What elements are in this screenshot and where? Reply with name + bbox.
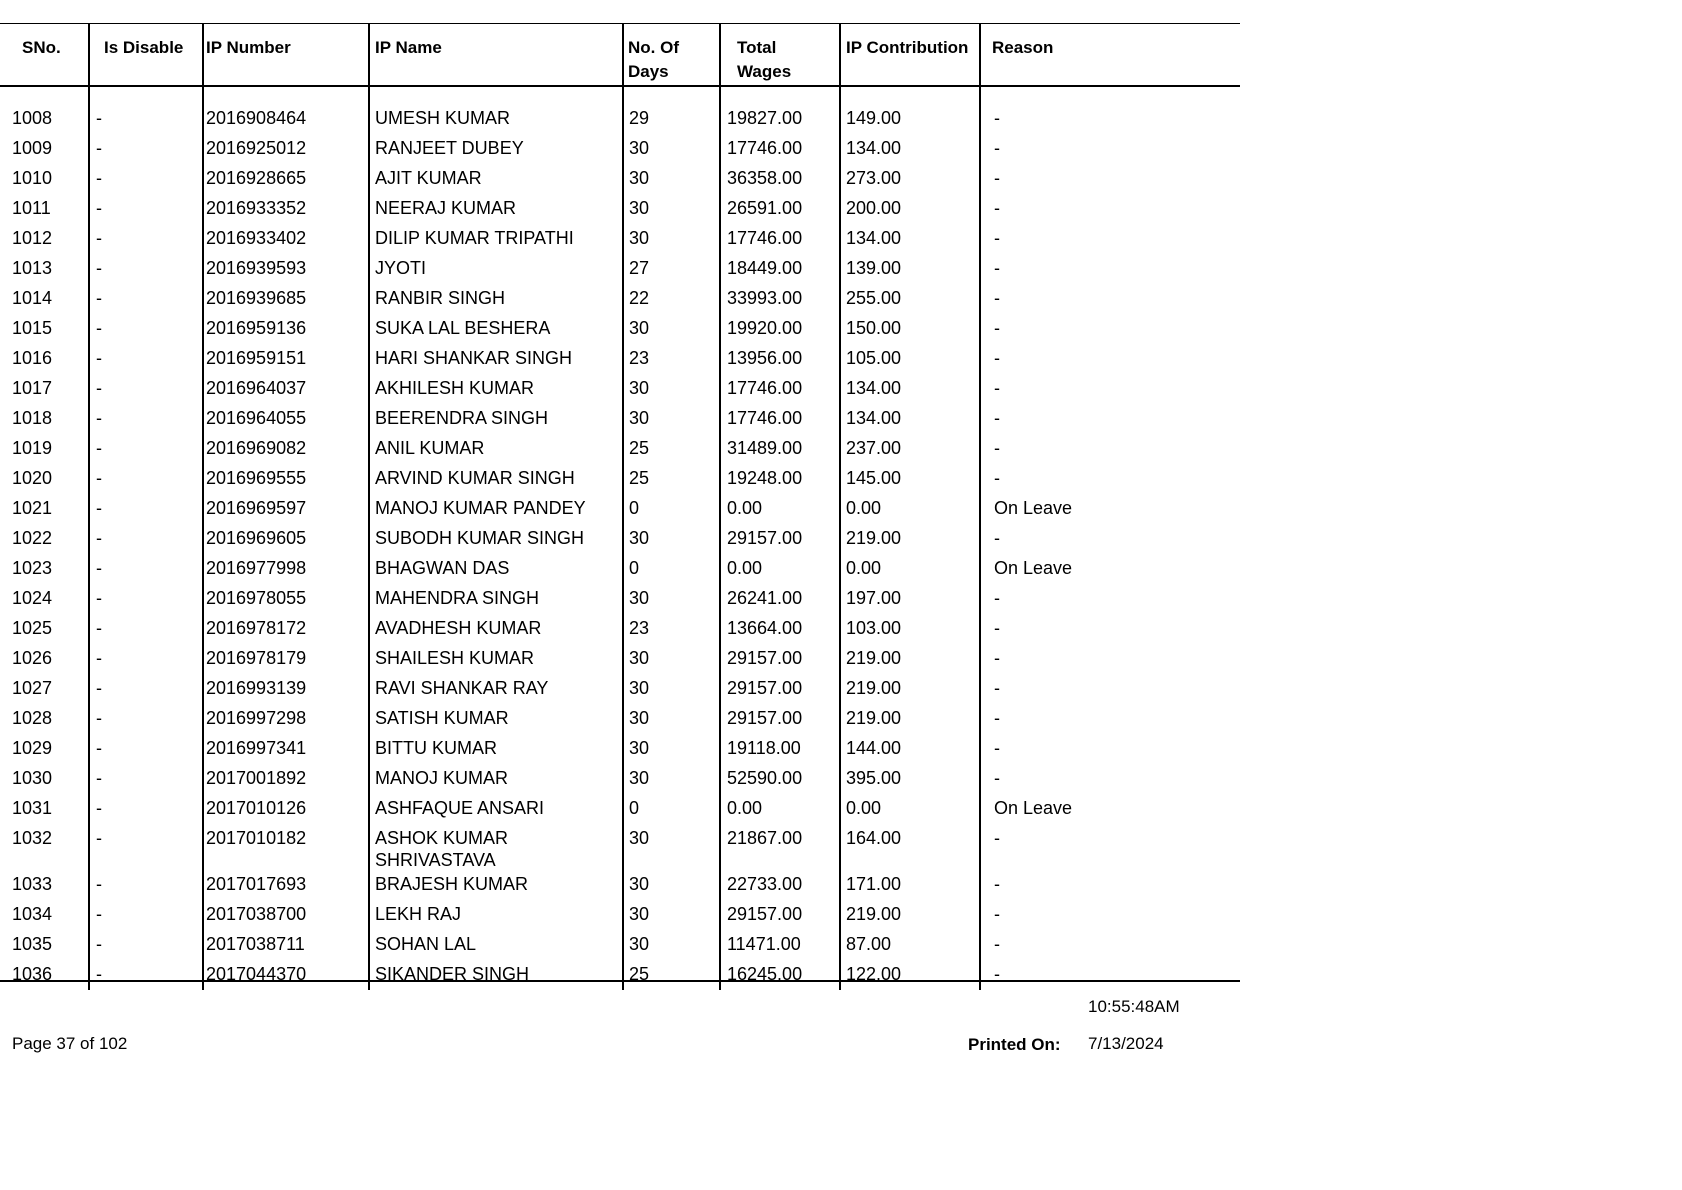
cell-ip-number: 2016997341 xyxy=(206,738,307,758)
cell-sno: 1024 xyxy=(12,588,53,608)
cell-ip-contribution: 237.00 xyxy=(846,438,902,458)
cell-no-of-days: 30 xyxy=(629,228,650,248)
cell-sno: 1015 xyxy=(12,318,53,338)
cell-reason: On Leave xyxy=(994,498,1073,518)
cell-ip-name: SOHAN LAL xyxy=(375,934,477,954)
cell-is-disable: - xyxy=(96,738,102,758)
cell-ip-contribution: 197.00 xyxy=(846,588,902,608)
cell-ip-name: BITTU KUMAR xyxy=(375,738,498,758)
cell-ip-name: AKHILESH KUMAR xyxy=(375,378,535,398)
cell-ip-number: 2016933352 xyxy=(206,198,307,218)
cell-ip-number: 2016969605 xyxy=(206,528,307,548)
cell-ip-name: MANOJ KUMAR PANDEY xyxy=(375,498,586,518)
cell-reason: - xyxy=(994,258,1000,278)
cell-total-wages: 29157.00 xyxy=(727,904,803,924)
cell-ip-number: 2017001892 xyxy=(206,768,307,788)
cell-ip-number: 2016959136 xyxy=(206,318,307,338)
header-total-wages: Total Wages xyxy=(737,38,792,81)
cell-sno: 1017 xyxy=(12,378,53,398)
cell-is-disable: - xyxy=(96,964,102,984)
cell-total-wages: 18449.00 xyxy=(727,258,803,278)
printed-time: 10:55:48AM xyxy=(1088,997,1180,1016)
cell-total-wages: 16245.00 xyxy=(727,964,803,984)
cell-ip-contribution: 200.00 xyxy=(846,198,902,218)
cell-ip-number: 2016977998 xyxy=(206,558,307,578)
cell-is-disable: - xyxy=(96,558,102,578)
cell-total-wages: 11471.00 xyxy=(727,934,801,954)
cell-no-of-days: 30 xyxy=(629,588,650,608)
cell-total-wages: 52590.00 xyxy=(727,768,803,788)
cell-ip-number: 2016964037 xyxy=(206,378,307,398)
cell-is-disable: - xyxy=(96,874,102,894)
header-ip-number: IP Number xyxy=(206,38,291,57)
column-divider xyxy=(719,24,721,990)
cell-ip-contribution: 134.00 xyxy=(846,408,902,428)
cell-ip-name: NEERAJ KUMAR xyxy=(375,198,517,218)
cell-no-of-days: 25 xyxy=(629,964,650,984)
cell-ip-name: SIKANDER SINGH xyxy=(375,964,530,984)
cell-ip-contribution: 219.00 xyxy=(846,678,902,698)
cell-sno: 1032 xyxy=(12,828,53,848)
cell-total-wages: 0.00 xyxy=(727,558,763,578)
cell-ip-contribution: 0.00 xyxy=(846,798,882,818)
cell-sno: 1012 xyxy=(12,228,53,248)
cell-ip-contribution: 87.00 xyxy=(846,934,892,954)
cell-reason: - xyxy=(994,874,1000,894)
cell-ip-number: 2016978179 xyxy=(206,648,307,668)
cell-reason: - xyxy=(994,108,1000,128)
cell-sno: 1025 xyxy=(12,618,53,638)
cell-ip-contribution: 219.00 xyxy=(846,648,902,668)
cell-total-wages: 33993.00 xyxy=(727,288,803,308)
cell-no-of-days: 30 xyxy=(629,738,650,758)
cell-ip-number: 2016939685 xyxy=(206,288,307,308)
cell-no-of-days: 29 xyxy=(629,108,650,128)
cell-no-of-days: 0 xyxy=(629,498,640,518)
cell-total-wages: 31489.00 xyxy=(727,438,803,458)
cell-reason: - xyxy=(994,738,1000,758)
cell-is-disable: - xyxy=(96,438,102,458)
cell-sno: 1019 xyxy=(12,438,53,458)
cell-ip-name: RANBIR SINGH xyxy=(375,288,506,308)
cell-total-wages: 19920.00 xyxy=(727,318,803,338)
cell-sno: 1020 xyxy=(12,468,53,488)
cell-ip-number: 2016969597 xyxy=(206,498,307,518)
table-bottom-border xyxy=(0,980,1240,982)
cell-total-wages: 19118.00 xyxy=(727,738,801,758)
cell-ip-name: JYOTI xyxy=(375,258,427,278)
cell-ip-contribution: 219.00 xyxy=(846,708,902,728)
cell-ip-contribution: 0.00 xyxy=(846,558,882,578)
cell-sno: 1036 xyxy=(12,964,53,984)
cell-total-wages: 26241.00 xyxy=(727,588,803,608)
cell-sno: 1035 xyxy=(12,934,53,954)
cell-ip-contribution: 105.00 xyxy=(846,348,902,368)
column-divider xyxy=(368,24,370,990)
cell-ip-name: LEKH RAJ xyxy=(375,904,462,924)
cell-sno: 1027 xyxy=(12,678,53,698)
cell-no-of-days: 0 xyxy=(629,558,640,578)
cell-ip-name: BEERENDRA SINGH xyxy=(375,408,549,428)
cell-is-disable: - xyxy=(96,318,102,338)
cell-no-of-days: 30 xyxy=(629,198,650,218)
cell-no-of-days: 30 xyxy=(629,678,650,698)
cell-sno: 1026 xyxy=(12,648,53,668)
cell-sno: 1030 xyxy=(12,768,53,788)
cell-reason: On Leave xyxy=(994,798,1073,818)
cell-total-wages: 29157.00 xyxy=(727,708,803,728)
cell-sno: 1028 xyxy=(12,708,53,728)
cell-reason: - xyxy=(994,438,1000,458)
cell-ip-name: MANOJ KUMAR xyxy=(375,768,509,788)
cell-sno: 1011 xyxy=(12,198,51,218)
cell-ip-name: ANIL KUMAR xyxy=(375,438,485,458)
cell-is-disable: - xyxy=(96,618,102,638)
header-bottom-border xyxy=(0,85,1240,87)
cell-ip-name: SUBODH KUMAR SINGH xyxy=(375,528,585,548)
table-top-border xyxy=(0,23,1240,24)
cell-reason: - xyxy=(994,198,1000,218)
cell-is-disable: - xyxy=(96,348,102,368)
cell-ip-contribution: 139.00 xyxy=(846,258,902,278)
cell-reason: - xyxy=(994,934,1000,954)
cell-ip-number: 2017038700 xyxy=(206,904,307,924)
cell-ip-name: ASHOK KUMAR SHRIVASTAVA xyxy=(375,828,509,870)
cell-sno: 1034 xyxy=(12,904,53,924)
header-sno: SNo. xyxy=(22,38,61,57)
cell-reason: - xyxy=(994,678,1000,698)
cell-is-disable: - xyxy=(96,828,102,848)
cell-reason: - xyxy=(994,348,1000,368)
cell-ip-name: UMESH KUMAR xyxy=(375,108,511,128)
cell-ip-contribution: 219.00 xyxy=(846,528,902,548)
cell-ip-number: 2016978055 xyxy=(206,588,307,608)
cell-reason: - xyxy=(994,138,1000,158)
cell-sno: 1018 xyxy=(12,408,53,428)
cell-ip-contribution: 134.00 xyxy=(846,228,902,248)
cell-no-of-days: 0 xyxy=(629,798,640,818)
cell-ip-number: 2016939593 xyxy=(206,258,307,278)
cell-ip-number: 2017038711 xyxy=(206,934,305,954)
cell-is-disable: - xyxy=(96,904,102,924)
cell-total-wages: 0.00 xyxy=(727,798,763,818)
cell-ip-contribution: 134.00 xyxy=(846,378,902,398)
cell-reason: - xyxy=(994,588,1000,608)
cell-sno: 1029 xyxy=(12,738,53,758)
column-divider xyxy=(979,24,981,990)
cell-reason: - xyxy=(994,288,1000,308)
cell-reason: - xyxy=(994,708,1000,728)
cell-ip-contribution: 171.00 xyxy=(846,874,902,894)
cell-no-of-days: 27 xyxy=(629,258,650,278)
printed-on-label: Printed On: xyxy=(968,1035,1061,1054)
cell-reason: - xyxy=(994,468,1000,488)
cell-ip-number: 2016997298 xyxy=(206,708,307,728)
cell-ip-name: MAHENDRA SINGH xyxy=(375,588,540,608)
cell-no-of-days: 25 xyxy=(629,438,650,458)
header-ip-name: IP Name xyxy=(375,38,442,57)
cell-ip-contribution: 144.00 xyxy=(846,738,902,758)
cell-ip-name: AJIT KUMAR xyxy=(375,168,482,188)
cell-ip-name: HARI SHANKAR SINGH xyxy=(375,348,573,368)
cell-ip-number: 2016964055 xyxy=(206,408,307,428)
cell-is-disable: - xyxy=(96,934,102,954)
cell-is-disable: - xyxy=(96,708,102,728)
cell-ip-number: 2016959151 xyxy=(206,348,307,368)
cell-ip-name: BRAJESH KUMAR xyxy=(375,874,529,894)
column-divider xyxy=(622,24,624,990)
cell-ip-number: 2016908464 xyxy=(206,108,307,128)
cell-ip-name: BHAGWAN DAS xyxy=(375,558,510,578)
cell-reason: - xyxy=(994,964,1000,984)
cell-no-of-days: 30 xyxy=(629,408,650,428)
cell-no-of-days: 30 xyxy=(629,708,650,728)
cell-total-wages: 36358.00 xyxy=(727,168,803,188)
cell-ip-name: ASHFAQUE ANSARI xyxy=(375,798,545,818)
cell-ip-contribution: 122.00 xyxy=(846,964,902,984)
cell-is-disable: - xyxy=(96,378,102,398)
cell-reason: - xyxy=(994,618,1000,638)
cell-ip-contribution: 149.00 xyxy=(846,108,902,128)
cell-total-wages: 17746.00 xyxy=(727,378,803,398)
cell-no-of-days: 30 xyxy=(629,528,650,548)
cell-ip-number: 2016969082 xyxy=(206,438,307,458)
cell-ip-contribution: 255.00 xyxy=(846,288,902,308)
cell-is-disable: - xyxy=(96,648,102,668)
cell-ip-contribution: 164.00 xyxy=(846,828,902,848)
cell-no-of-days: 30 xyxy=(629,378,650,398)
cell-total-wages: 22733.00 xyxy=(727,874,803,894)
cell-reason: - xyxy=(994,828,1000,848)
cell-ip-name: RAVI SHANKAR RAY xyxy=(375,678,549,698)
cell-reason: - xyxy=(994,408,1000,428)
cell-total-wages: 21867.00 xyxy=(727,828,803,848)
cell-sno: 1013 xyxy=(12,258,53,278)
cell-sno: 1021 xyxy=(12,498,53,518)
page-number: Page 37 of 102 xyxy=(12,1034,128,1053)
cell-ip-number: 2016925012 xyxy=(206,138,307,158)
header-reason: Reason xyxy=(992,38,1054,57)
cell-ip-number: 2016928665 xyxy=(206,168,307,188)
cell-total-wages: 17746.00 xyxy=(727,408,803,428)
cell-no-of-days: 23 xyxy=(629,618,650,638)
cell-no-of-days: 30 xyxy=(629,138,650,158)
cell-total-wages: 29157.00 xyxy=(727,678,803,698)
cell-total-wages: 17746.00 xyxy=(727,138,803,158)
cell-ip-number: 2016969555 xyxy=(206,468,307,488)
cell-ip-contribution: 103.00 xyxy=(846,618,902,638)
cell-ip-name: AVADHESH KUMAR xyxy=(375,618,542,638)
cell-sno: 1023 xyxy=(12,558,53,578)
cell-ip-name: SATISH KUMAR xyxy=(375,708,509,728)
cell-ip-name: SHAILESH KUMAR xyxy=(375,648,535,668)
cell-sno: 1022 xyxy=(12,528,53,548)
cell-reason: - xyxy=(994,378,1000,398)
header-ip-contribution: IP Contribution xyxy=(846,38,969,57)
header-no-of-days: No. Of Days xyxy=(628,38,679,81)
cell-total-wages: 26591.00 xyxy=(727,198,803,218)
cell-ip-contribution: 219.00 xyxy=(846,904,902,924)
cell-reason: - xyxy=(994,904,1000,924)
cell-no-of-days: 30 xyxy=(629,828,650,848)
cell-reason: - xyxy=(994,228,1000,248)
cell-ip-name: RANJEET DUBEY xyxy=(375,138,524,158)
cell-reason: - xyxy=(994,168,1000,188)
cell-no-of-days: 30 xyxy=(629,934,650,954)
cell-total-wages: 19827.00 xyxy=(727,108,803,128)
cell-no-of-days: 30 xyxy=(629,768,650,788)
header-is-disable: Is Disable xyxy=(104,38,184,57)
cell-total-wages: 13664.00 xyxy=(727,618,803,638)
cell-sno: 1009 xyxy=(12,138,53,158)
cell-is-disable: - xyxy=(96,768,102,788)
cell-is-disable: - xyxy=(96,108,102,128)
cell-is-disable: - xyxy=(96,498,102,518)
cell-total-wages: 17746.00 xyxy=(727,228,803,248)
cell-reason: On Leave xyxy=(994,558,1073,578)
cell-no-of-days: 30 xyxy=(629,318,650,338)
cell-sno: 1010 xyxy=(12,168,53,188)
cell-ip-contribution: 145.00 xyxy=(846,468,902,488)
cell-ip-number: 2016993139 xyxy=(206,678,307,698)
cell-is-disable: - xyxy=(96,288,102,308)
cell-ip-contribution: 150.00 xyxy=(846,318,902,338)
cell-ip-number: 2017010182 xyxy=(206,828,307,848)
cell-no-of-days: 30 xyxy=(629,904,650,924)
cell-is-disable: - xyxy=(96,168,102,188)
cell-sno: 1008 xyxy=(12,108,53,128)
cell-ip-name: ARVIND KUMAR SINGH xyxy=(375,468,575,488)
column-divider xyxy=(88,24,90,990)
cell-no-of-days: 22 xyxy=(629,288,650,308)
cell-sno: 1031 xyxy=(12,798,53,818)
cell-ip-number: 2016933402 xyxy=(206,228,307,248)
cell-no-of-days: 30 xyxy=(629,874,650,894)
cell-ip-number: 2016978172 xyxy=(206,618,307,638)
cell-no-of-days: 25 xyxy=(629,468,650,488)
cell-ip-number: 2017044370 xyxy=(206,964,307,984)
cell-is-disable: - xyxy=(96,228,102,248)
cell-is-disable: - xyxy=(96,468,102,488)
cell-reason: - xyxy=(994,768,1000,788)
cell-no-of-days: 30 xyxy=(629,168,650,188)
cell-is-disable: - xyxy=(96,528,102,548)
cell-sno: 1014 xyxy=(12,288,53,308)
cell-is-disable: - xyxy=(96,258,102,278)
column-divider xyxy=(839,24,841,990)
cell-ip-name: DILIP KUMAR TRIPATHI xyxy=(375,228,574,248)
printed-date: 7/13/2024 xyxy=(1088,1034,1164,1053)
cell-sno: 1016 xyxy=(12,348,53,368)
cell-total-wages: 13956.00 xyxy=(727,348,803,368)
cell-ip-contribution: 395.00 xyxy=(846,768,902,788)
cell-ip-contribution: 134.00 xyxy=(846,138,902,158)
cell-is-disable: - xyxy=(96,678,102,698)
cell-ip-contribution: 273.00 xyxy=(846,168,902,188)
cell-is-disable: - xyxy=(96,588,102,608)
cell-ip-number: 2017010126 xyxy=(206,798,307,818)
cell-ip-number: 2017017693 xyxy=(206,874,307,894)
cell-ip-name: SUKA LAL BESHERA xyxy=(375,318,551,338)
cell-total-wages: 19248.00 xyxy=(727,468,803,488)
column-divider xyxy=(202,24,204,990)
cell-no-of-days: 23 xyxy=(629,348,650,368)
cell-ip-contribution: 0.00 xyxy=(846,498,882,518)
cell-is-disable: - xyxy=(96,408,102,428)
cell-total-wages: 29157.00 xyxy=(727,528,803,548)
cell-is-disable: - xyxy=(96,198,102,218)
cell-reason: - xyxy=(994,528,1000,548)
cell-total-wages: 29157.00 xyxy=(727,648,803,668)
cell-is-disable: - xyxy=(96,798,102,818)
cell-sno: 1033 xyxy=(12,874,53,894)
cell-total-wages: 0.00 xyxy=(727,498,763,518)
cell-reason: - xyxy=(994,648,1000,668)
cell-reason: - xyxy=(994,318,1000,338)
cell-is-disable: - xyxy=(96,138,102,158)
cell-no-of-days: 30 xyxy=(629,648,650,668)
